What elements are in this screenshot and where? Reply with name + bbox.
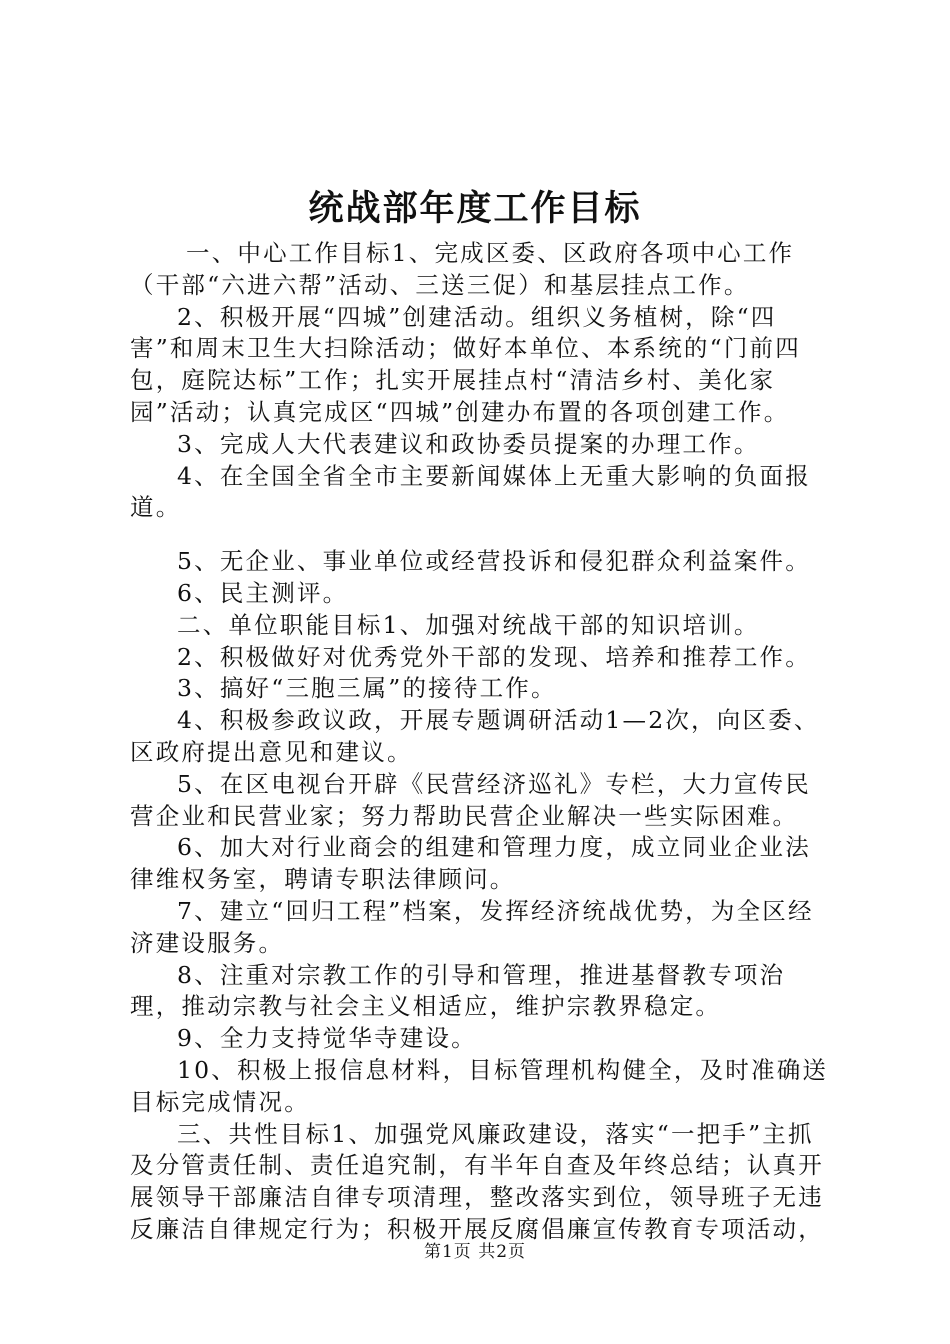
paragraph-function-goal-4: 4、积极参政议政，开展专题调研活动1—2次，向区委、区政府提出意见和建议。 — [130, 706, 820, 766]
paragraph-function-goal-5: 5、在区电视台开辟《民营经济巡礼》专栏，大力宣传民营企业和民营业家；努力帮助民营企业解决一些实际困难。 — [130, 769, 811, 830]
paragraph-function-goal-6: 6、加大对行业商会的组建和管理力度，成立同业企业法律维权务室，聘请专职法律顾问。 — [130, 833, 811, 894]
paragraph-central-goal-2: 2、积极开展“四城”创建活动。组织义务植树，除“四害”和周末卫生大扫除活动；做好本单位、本系统的“门前四包，庭院达标”工作；扎实开展挂点村“清洁乡村、美化家园”活动；认真完成区“四城”创建办布置的各项创建工作。 — [130, 302, 801, 426]
paragraph-central-goal-4: 4、在全国全省全市主要新闻媒体上无重大影响的负面报道。 — [130, 461, 811, 522]
paragraph-central-goal-5: 5、无企业、事业单位或经营投诉和侵犯群众利益案件。 — [177, 547, 811, 576]
paragraph-function-goal-3: 3、搞好“三胞三属”的接待工作。 — [177, 674, 557, 703]
paragraph-central-goal-1: 一、中心工作目标1、完成区委、区政府各项中心工作（干部“六进六帮”活动、三送三促）和基层挂点工作。 — [130, 239, 795, 299]
paragraph-spacer — [130, 524, 830, 546]
paragraph-common-goal-1: 三、共性目标1、加强党风廉政建设，落实“一把手”主抓及分管责任制、责任追究制，有半年自查及年终总结；认真开展领导干部廉洁自律专项清理，整改落实到位，领导班子无违反廉洁自律规定行为；积极开展反腐倡廉宣传教育专项活动， — [130, 1119, 824, 1243]
paragraph-function-goal-2: 2、积极做好对优秀党外干部的发现、培养和推荐工作。 — [177, 642, 811, 671]
paragraph-function-goal-8: 8、注重对宗教工作的引导和管理，推进基督教专项治理，推动宗教与社会主义相适应，维护宗教界稳定。 — [130, 960, 786, 1021]
paragraph-function-goal-10: 10、积极上报信息材料，目标管理机构健全，及时准确送目标完成情况。 — [130, 1055, 829, 1116]
paragraph-function-goal-1: 二、单位职能目标1、加强对统战干部的知识培训。 — [177, 610, 760, 639]
paragraph-function-goal-9: 9、全力支持觉华寺建设。 — [177, 1024, 477, 1053]
paragraph-central-goal-3: 3、完成人大代表建议和政协委员提案的办理工作。 — [177, 429, 760, 458]
document-body — [130, 238, 830, 1246]
paragraph-function-goal-7: 7、建立“回归工程”档案，发挥经济统战优势，为全区经济建设服务。 — [130, 896, 814, 957]
document-title: 统战部年度工作目标 — [308, 188, 642, 229]
paragraph-central-goal-6: 6、民主测评。 — [177, 578, 349, 607]
page-indicator: 第1页 共2页 — [423, 1242, 527, 1262]
